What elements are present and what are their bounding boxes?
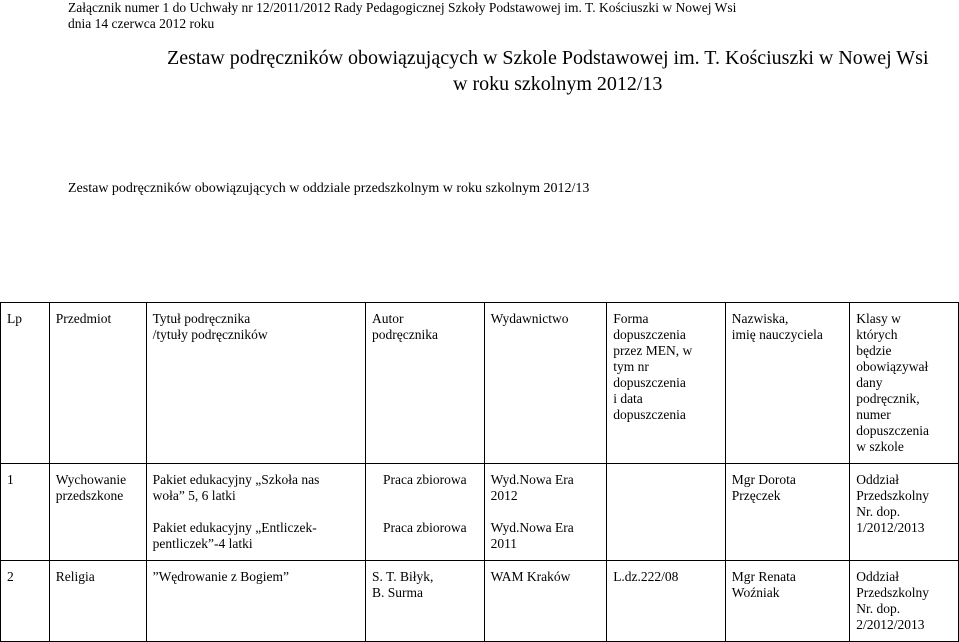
cell-line: Praca zbiorowa	[383, 472, 467, 487]
header-tytul-line: Tytuł podręcznika	[152, 311, 251, 326]
cell-line: Wyd.Nowa Era	[490, 520, 574, 535]
header-nauczyciel	[725, 303, 849, 464]
header-klasy-line: podręcznik,	[856, 391, 920, 406]
cell-line: Wychowanie	[55, 472, 127, 487]
cell-line: 2011	[490, 536, 518, 551]
header-forma	[607, 303, 726, 464]
cell-line: Mgr Dorota	[731, 472, 796, 487]
header-klasy-line: dopuszczenia	[856, 423, 929, 438]
cell-autor	[366, 561, 485, 642]
header-forma-line: dopuszczenia	[613, 327, 686, 342]
cell-przedmiot: Religia	[49, 561, 146, 642]
preschool-subtitle: Zestaw podręczników obowiązujących w oddziale przedszkolnym w roku szkolnym 2012/13	[68, 181, 590, 196]
cell-autor	[366, 464, 485, 561]
header-tytul-line: /tytuły podręczników	[152, 327, 268, 342]
cell-line: Praca zbiorowa	[383, 520, 467, 535]
header-klasy-line: których	[856, 327, 898, 342]
cell-line: 1/2012/2013	[856, 520, 925, 535]
cell-line: woła” 5, 6 latki	[152, 488, 236, 503]
cell-line: przedszkone	[55, 488, 124, 503]
header-forma-line: dopuszczenia	[613, 407, 686, 422]
cell-line: Nr. dop.	[856, 601, 901, 616]
header-lp: Lp	[1, 303, 50, 464]
header-wydawnictwo: Wydawnictwo	[484, 303, 607, 464]
header-klasy-line: będzie	[856, 343, 892, 358]
cell-line: Przęczek	[731, 488, 781, 503]
cell-line: Nr. dop.	[856, 504, 901, 519]
cell-wydawnictwo: WAM Kraków	[484, 561, 607, 642]
textbook-table	[0, 302, 959, 642]
cell-line: Pakiet edukacyjny „Entliczek-	[152, 520, 317, 535]
header-tytul	[146, 303, 365, 464]
header-autor	[366, 303, 485, 464]
header-forma-line: tym nr	[613, 359, 649, 374]
attachment-date: dnia 14 czerwca 2012 roku	[68, 16, 215, 31]
header-autor-line: podręcznika	[372, 327, 438, 342]
cell-line: Woźniak	[731, 585, 780, 600]
cell-lp: 1	[1, 464, 50, 561]
header-klasy-line: numer	[856, 407, 891, 422]
header-forma-line: dopuszczenia	[613, 375, 686, 390]
cell-lp: 2	[1, 561, 50, 642]
cell-forma	[607, 464, 726, 561]
cell-tytul: ”Wędrowanie z Bogiem”	[146, 561, 365, 642]
cell-klasy	[850, 561, 959, 642]
cell-line: Przedszkolny	[856, 585, 929, 600]
cell-line: Wyd.Nowa Era	[490, 472, 574, 487]
table-header-row	[1, 303, 959, 464]
header-forma-line: przez MEN, w	[613, 343, 693, 358]
header-autor-line: Autor	[372, 311, 404, 326]
cell-wydawnictwo	[484, 464, 607, 561]
page-title: Zestaw podręczników obowiązujących w Szkole Podstawowej im. T. Kościuszki w Nowej Wsi	[167, 47, 929, 69]
table-row	[1, 464, 959, 561]
header-klasy-line: obowiązywał	[856, 359, 929, 374]
cell-line: Przedszkolny	[856, 488, 929, 503]
header-nauczyciel-line: imię nauczyciela	[731, 327, 823, 342]
cell-line: Pakiet edukacyjny „Szkoła nas	[152, 472, 320, 487]
cell-tytul	[146, 464, 365, 561]
page-title-school-year: w roku szkolnym 2012/13	[453, 73, 663, 95]
header-nauczyciel-line: Nazwiska,	[731, 311, 789, 326]
cell-line: S. T. Biłyk,	[372, 569, 434, 584]
table-row	[1, 561, 959, 642]
attachment-note: Załącznik numer 1 do Uchwały nr 12/2011/2012 Rady Pedagogicznej Szkoły Podstawowej im. T. Kościuszki w Nowej Wsi	[68, 0, 737, 15]
cell-line: Oddział	[856, 472, 899, 487]
cell-line: 2012	[490, 488, 518, 503]
header-przedmiot: Przedmiot	[49, 303, 146, 464]
cell-nauczyciel	[725, 464, 849, 561]
header-forma-line: i data	[613, 391, 643, 406]
header-klasy-line: w szkole	[856, 439, 904, 454]
cell-klasy	[850, 464, 959, 561]
header-klasy	[850, 303, 959, 464]
cell-przedmiot	[49, 464, 146, 561]
cell-line: pentliczek”-4 latki	[152, 536, 253, 551]
cell-line: Mgr Renata	[731, 569, 796, 584]
cell-line: 2/2012/2013	[856, 617, 925, 632]
cell-nauczyciel	[725, 561, 849, 642]
header-klasy-line: dany	[856, 375, 883, 390]
header-forma-line: Forma	[613, 311, 649, 326]
cell-forma: L.dz.222/08	[607, 561, 726, 642]
header-klasy-line: Klasy w	[856, 311, 901, 326]
cell-line: B. Surma	[372, 585, 424, 600]
cell-line: Oddział	[856, 569, 899, 584]
